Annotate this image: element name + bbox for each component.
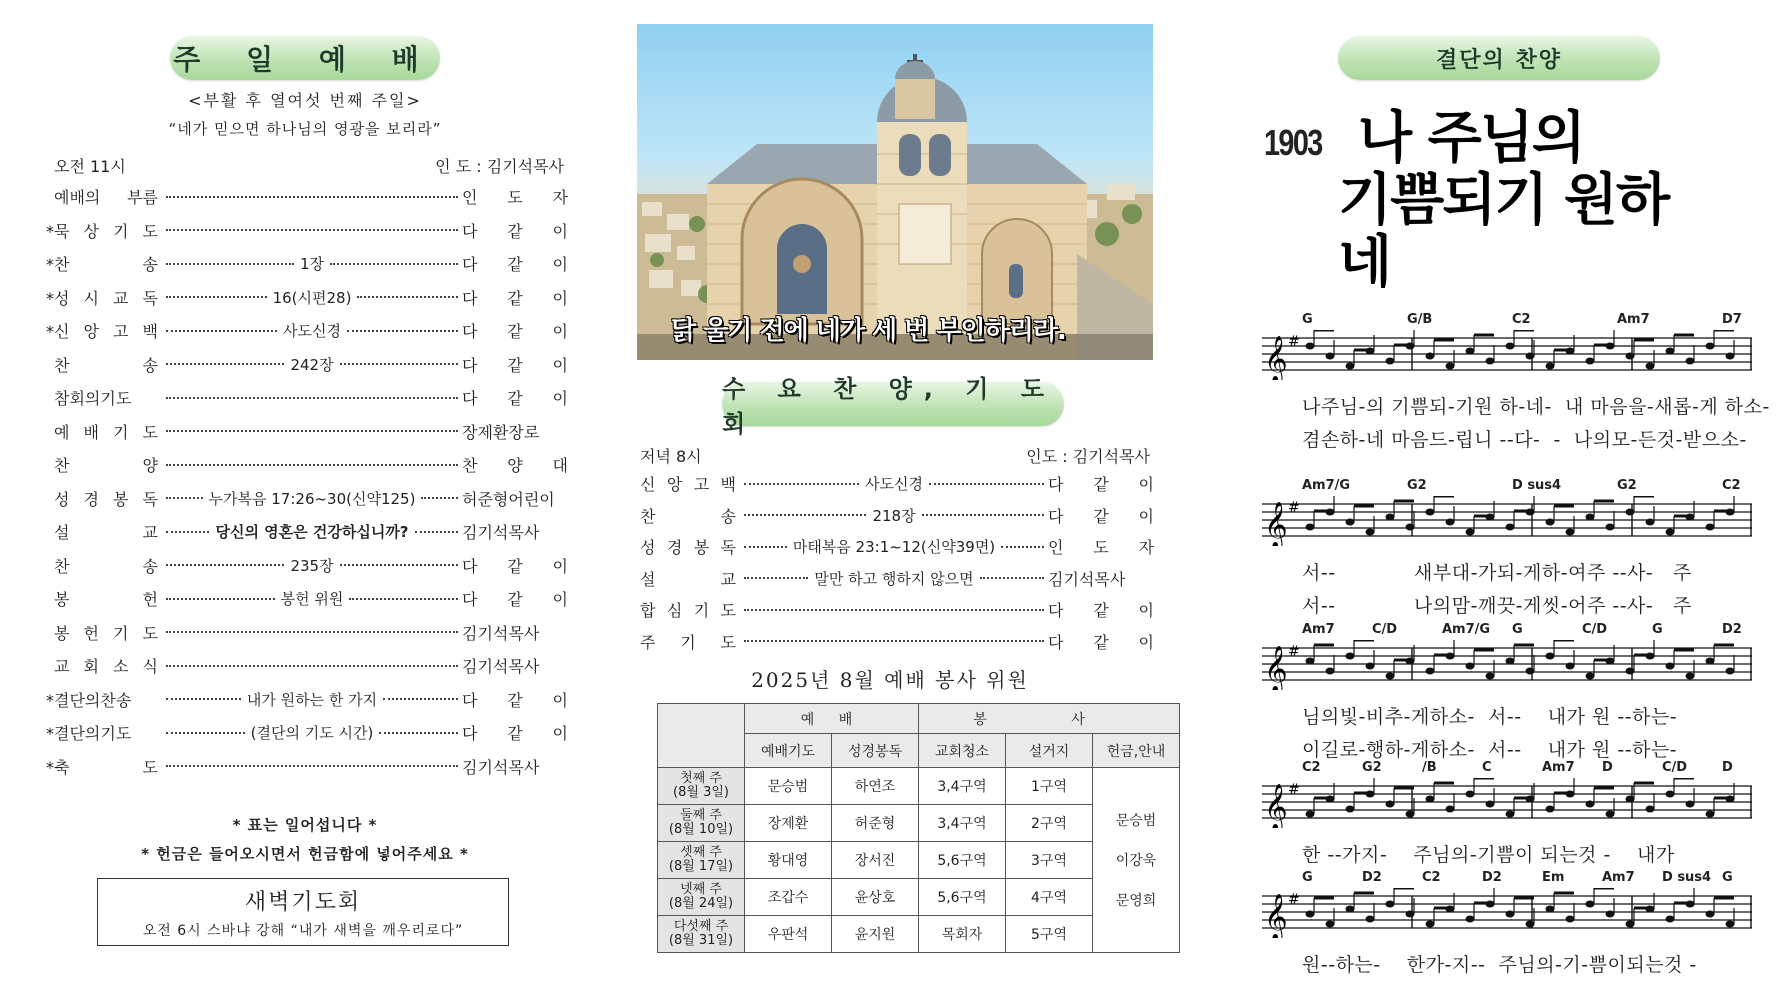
order-row bbox=[640, 468, 1154, 500]
wednesday-leader: 인도 : 김기석목사 bbox=[1026, 447, 1150, 466]
lyric-line: 겸손하-네 마음드-립니 --다- - 나의모-든것-받으소- bbox=[1302, 429, 1747, 451]
duty-cell: 3,4구역 bbox=[919, 805, 1006, 842]
order-item-name bbox=[46, 319, 162, 342]
order-row bbox=[46, 281, 568, 315]
order-item-name bbox=[46, 688, 162, 711]
chord-symbol: C2 bbox=[1422, 870, 1441, 885]
duty-week-label bbox=[658, 805, 745, 842]
chord-symbol: C/D bbox=[1662, 760, 1688, 775]
duty-cell: 2구역 bbox=[1006, 805, 1093, 842]
order-item-label: 참회의기도 bbox=[54, 389, 132, 409]
church-photo bbox=[637, 24, 1153, 360]
order-item-person: 다 같 이 bbox=[462, 288, 568, 308]
chord-symbol: D2 bbox=[1722, 622, 1742, 637]
order-item-name bbox=[640, 567, 740, 590]
order-item-content: 내가 원하는 한 가지 bbox=[246, 690, 378, 709]
order-item-name bbox=[54, 520, 162, 543]
music-staff bbox=[1262, 330, 1752, 380]
standing-mark: * bbox=[46, 724, 54, 744]
order-item-person: 다 같 이 bbox=[1048, 475, 1154, 495]
order-item-content: 16(시편28) bbox=[272, 288, 352, 307]
music-system bbox=[1262, 622, 1752, 762]
svg-text:#: # bbox=[1288, 644, 1300, 660]
duty-row bbox=[658, 768, 1180, 805]
chord-symbol: G bbox=[1722, 870, 1733, 885]
duty-column-header: 예배기도 bbox=[745, 734, 832, 768]
order-leader-dots bbox=[162, 689, 462, 710]
chord-symbol: D sus4 bbox=[1662, 870, 1712, 885]
order-leader-dots bbox=[162, 287, 462, 308]
order-leader-dots bbox=[740, 640, 1048, 642]
music-system bbox=[1262, 760, 1752, 867]
chord-symbol: Am7 bbox=[1617, 312, 1650, 327]
duty-cell: 5,6구역 bbox=[919, 879, 1006, 916]
order-leader-dots bbox=[162, 320, 462, 341]
chord-row bbox=[1262, 622, 1752, 640]
duty-week-label bbox=[658, 842, 745, 879]
chord-symbol: D sus4 bbox=[1512, 478, 1562, 493]
duty-week-date: (8월 3일) bbox=[673, 785, 729, 800]
duty-table-body bbox=[658, 768, 1180, 953]
order-item-label: 신 앙 고 백 bbox=[640, 475, 736, 495]
order-item-content: 말만 하고 행하지 않으면 bbox=[814, 569, 974, 588]
standing-mark: * bbox=[46, 690, 54, 710]
order-item-name bbox=[54, 185, 162, 208]
duty-cell: 하연조 bbox=[832, 768, 919, 805]
order-item-name bbox=[54, 621, 162, 644]
lyric-line: 이길로-행하-게하소- 서-- 내가 원 --하는- bbox=[1302, 739, 1678, 761]
chord-symbol: G/B bbox=[1407, 312, 1433, 327]
sunday-time: 오전 11시 bbox=[54, 157, 126, 176]
order-row bbox=[640, 531, 1154, 563]
chord-row bbox=[1262, 312, 1752, 330]
sunday-subtitle: <부활 후 열여섯 번째 주일> bbox=[188, 91, 422, 110]
order-item-label: 찬 송 bbox=[640, 506, 736, 526]
chord-symbol: G bbox=[1512, 622, 1523, 637]
order-row bbox=[640, 563, 1154, 595]
order-row bbox=[54, 180, 568, 214]
sunday-service-title: 주 일 예 배 bbox=[170, 36, 440, 80]
offering-usher-name: 이강욱 bbox=[1115, 853, 1157, 869]
order-item-person: 다 같 이 bbox=[462, 690, 568, 710]
duty-cell: 장제환 bbox=[745, 805, 832, 842]
order-leader-dots bbox=[740, 505, 1048, 526]
duty-week-date: (8월 24일) bbox=[668, 896, 734, 911]
chord-symbol: Am7/G bbox=[1442, 622, 1491, 637]
order-item-name bbox=[46, 721, 162, 744]
wednesday-service-title: 수 요 찬 양, 기 도 회 bbox=[722, 382, 1064, 426]
svg-text:#: # bbox=[1288, 782, 1300, 798]
order-item-content: 사도신경 bbox=[865, 475, 923, 494]
order-leader-dots bbox=[162, 430, 462, 432]
order-row bbox=[54, 616, 568, 650]
standing-mark: * bbox=[46, 757, 54, 777]
music-system bbox=[1262, 312, 1770, 452]
hymn-section-title: 결단의 찬양 bbox=[1338, 36, 1660, 80]
svg-text:𝄞: 𝄞 bbox=[1264, 646, 1288, 690]
dawn-prayer-box bbox=[97, 878, 509, 946]
duty-column-header: 설거지 bbox=[1006, 734, 1093, 768]
order-item-person: 장제환장로 bbox=[462, 422, 540, 442]
order-leader-dots bbox=[162, 464, 462, 466]
order-item-person: 허준형어린이 bbox=[462, 489, 555, 509]
order-row bbox=[640, 626, 1154, 658]
duty-cell: 목회자 bbox=[919, 916, 1006, 953]
order-item-person: 다 같 이 bbox=[462, 221, 568, 241]
chord-symbol: G bbox=[1652, 622, 1663, 637]
order-leader-dots bbox=[162, 253, 462, 274]
chord-symbol: G2 bbox=[1362, 760, 1382, 775]
standing-mark: * bbox=[46, 322, 54, 342]
chord-symbol: G2 bbox=[1617, 478, 1637, 493]
duty-week-date: (8월 17일) bbox=[668, 859, 734, 874]
sunday-meta bbox=[54, 154, 564, 177]
order-item-name bbox=[46, 252, 162, 275]
order-item-person: 다 같 이 bbox=[1048, 506, 1154, 526]
svg-text:𝄞: 𝄞 bbox=[1264, 894, 1288, 938]
duty-week-name: 첫째 주 bbox=[680, 771, 722, 786]
music-staff bbox=[1262, 778, 1752, 828]
duty-column-header: 헌금,안내 bbox=[1093, 734, 1180, 768]
order-item-label: 결단의기도 bbox=[54, 724, 132, 744]
order-item-content: (결단의 기도 시간) bbox=[250, 724, 374, 743]
order-leader-dots bbox=[162, 196, 462, 198]
order-item-person: 다 같 이 bbox=[462, 355, 568, 375]
offering-usher-cell bbox=[1093, 768, 1180, 953]
order-item-content: 누가복음 17:26~30(신약125) bbox=[208, 489, 416, 508]
order-item-name bbox=[54, 453, 162, 476]
duty-group-service: 봉 사 bbox=[919, 704, 1180, 734]
chord-symbol: C2 bbox=[1512, 312, 1531, 327]
standing-mark: * bbox=[46, 255, 54, 275]
order-item-label: 예 배 기 도 bbox=[54, 422, 158, 442]
order-item-person: 다 같 이 bbox=[462, 255, 568, 275]
duty-roster-title: 2025년 8월 예배 봉사 위원 bbox=[751, 668, 1029, 692]
duty-week-date: (8월 31일) bbox=[668, 933, 734, 948]
order-item-name bbox=[54, 654, 162, 677]
order-item-person: 찬 양 대 bbox=[462, 456, 568, 476]
order-row bbox=[54, 348, 568, 382]
duty-table-corner bbox=[658, 704, 745, 768]
lyric-line: 서-- 나의맘-깨끗-게씻-어주 --사- 주 bbox=[1302, 595, 1692, 617]
order-row bbox=[54, 649, 568, 683]
offering-note: * 헌금은 들어오시면서 헌금함에 넣어주세요 * bbox=[141, 845, 469, 863]
hymn-title-line2: 기쁨되기 원하네 bbox=[1338, 168, 1669, 295]
chord-symbol: C/D bbox=[1372, 622, 1398, 637]
duty-cell: 5,6구역 bbox=[919, 842, 1006, 879]
order-item-person: 다 같 이 bbox=[462, 556, 568, 576]
order-item-name bbox=[640, 504, 740, 527]
order-item-label: 찬 송 bbox=[54, 255, 158, 275]
order-item-name bbox=[54, 386, 162, 409]
standing-mark: * bbox=[46, 288, 54, 308]
duty-cell: 문승범 bbox=[745, 768, 832, 805]
order-item-label: 설 교 bbox=[54, 523, 158, 543]
duty-week-label bbox=[658, 916, 745, 953]
music-system bbox=[1262, 870, 1752, 977]
svg-text:𝄞: 𝄞 bbox=[1264, 502, 1288, 546]
order-leader-dots bbox=[162, 588, 462, 609]
order-leader-dots bbox=[162, 354, 462, 375]
sunday-order-list bbox=[46, 180, 568, 783]
chord-symbol: C bbox=[1482, 760, 1492, 775]
wednesday-time: 저녁 8시 bbox=[640, 447, 702, 466]
order-item-label: 찬 송 bbox=[54, 355, 158, 375]
order-item-label: 교 회 소 식 bbox=[54, 657, 158, 677]
order-item-label: 합 심 기 도 bbox=[640, 601, 736, 621]
chord-symbol: D7 bbox=[1722, 312, 1742, 327]
duty-cell: 윤지원 bbox=[832, 916, 919, 953]
order-item-person: 다 같 이 bbox=[462, 724, 568, 744]
duty-cell: 우판석 bbox=[745, 916, 832, 953]
order-item-label: 설 교 bbox=[640, 569, 736, 589]
offering-usher-name: 문영희 bbox=[1115, 893, 1157, 909]
order-row bbox=[46, 214, 568, 248]
order-item-person: 김기석목사 bbox=[462, 657, 540, 677]
order-leader-dots bbox=[740, 568, 1048, 589]
order-row bbox=[46, 716, 568, 750]
music-system bbox=[1262, 478, 1752, 618]
order-item-person: 다 같 이 bbox=[1048, 632, 1154, 652]
standing-note: * 표는 일어섭니다 * bbox=[232, 816, 378, 834]
order-row bbox=[54, 582, 568, 616]
order-leader-dots bbox=[162, 765, 462, 767]
lyric-line: 한 --가지- 주님의-기쁨이 되는것 - 내가 bbox=[1302, 844, 1675, 866]
chord-symbol: G2 bbox=[1407, 478, 1427, 493]
duty-week-name: 다섯째 주 bbox=[673, 919, 729, 934]
order-item-person: 김기석목사 bbox=[462, 623, 540, 643]
order-item-person: 김기석목사 bbox=[462, 757, 540, 777]
duty-cell: 황대영 bbox=[745, 842, 832, 879]
svg-text:𝄞: 𝄞 bbox=[1264, 784, 1288, 828]
order-item-label: 성 시 교 독 bbox=[54, 288, 158, 308]
order-leader-dots bbox=[162, 397, 462, 399]
duty-cell: 3,4구역 bbox=[919, 768, 1006, 805]
wednesday-meta bbox=[640, 444, 1150, 467]
order-leader-dots bbox=[740, 536, 1048, 557]
photo-caption: 닭 울기 전에 네가 세 번 부인하리라. bbox=[671, 316, 1066, 346]
order-item-name bbox=[640, 472, 740, 495]
music-staff bbox=[1262, 640, 1752, 690]
order-row bbox=[54, 381, 568, 415]
offering-usher-name: 문승범 bbox=[1115, 813, 1157, 829]
order-leader-dots bbox=[162, 488, 462, 509]
order-row bbox=[54, 415, 568, 449]
order-item-person: 다 같 이 bbox=[462, 322, 568, 342]
order-row bbox=[46, 750, 568, 784]
chord-symbol: G bbox=[1302, 312, 1313, 327]
order-leader-dots bbox=[740, 473, 1048, 494]
sunday-theme: “네가 믿으면 하나님의 영광을 보리라” bbox=[168, 120, 442, 138]
chord-symbol: D2 bbox=[1482, 870, 1502, 885]
chord-symbol: Em bbox=[1542, 870, 1565, 885]
order-item-label: 주 기 도 bbox=[640, 632, 736, 652]
order-leader-dots bbox=[162, 521, 462, 542]
order-row bbox=[46, 247, 568, 281]
lyric-line: 님의빛-비추-게하소- 서-- 내가 원 --하는- bbox=[1302, 706, 1678, 728]
chord-symbol: D2 bbox=[1362, 870, 1382, 885]
music-staff bbox=[1262, 496, 1752, 546]
chord-symbol: G bbox=[1302, 870, 1313, 885]
chord-symbol: Am7 bbox=[1542, 760, 1575, 775]
order-item-name bbox=[54, 554, 162, 577]
duty-cell: 윤상호 bbox=[832, 879, 919, 916]
duty-week-label bbox=[658, 879, 745, 916]
duty-column-header: 성경봉독 bbox=[832, 734, 919, 768]
order-row bbox=[46, 314, 568, 348]
order-item-name bbox=[46, 219, 162, 242]
order-item-name bbox=[640, 535, 740, 558]
duty-roster-table bbox=[657, 703, 1180, 953]
duty-week-date: (8월 10일) bbox=[668, 822, 734, 837]
order-leader-dots bbox=[162, 665, 462, 667]
duty-cell: 4구역 bbox=[1006, 879, 1093, 916]
order-item-content: 당신의 영혼은 건강하십니까? bbox=[215, 523, 409, 542]
standing-mark: * bbox=[46, 221, 54, 241]
duty-cell: 5구역 bbox=[1006, 916, 1093, 953]
order-item-person: 인 도 자 bbox=[1048, 538, 1154, 558]
wednesday-order-list bbox=[640, 468, 1154, 657]
chord-symbol: D bbox=[1602, 760, 1613, 775]
duty-week-name: 둘째 주 bbox=[680, 808, 722, 823]
chord-row bbox=[1262, 478, 1752, 496]
chord-symbol: C/D bbox=[1582, 622, 1608, 637]
order-leader-dots bbox=[162, 722, 462, 743]
chord-symbol: Am7 bbox=[1602, 870, 1635, 885]
order-item-label: 결단의찬송 bbox=[54, 690, 132, 710]
order-item-name bbox=[54, 353, 162, 376]
duty-column-header: 교회청소 bbox=[919, 734, 1006, 768]
order-row bbox=[54, 515, 568, 549]
lyric-line: 나주님-의 기쁨되-기원 하-네- 내 마음을-새롭-게 하소- bbox=[1302, 396, 1770, 418]
order-item-label: 봉 헌 bbox=[54, 590, 158, 610]
order-item-label: 예배의 부름 bbox=[54, 188, 158, 208]
duty-week-name: 셋째 주 bbox=[680, 845, 722, 860]
chord-row bbox=[1262, 870, 1752, 888]
lyric-line: 서-- 새부대-가되-게하-여주 --사- 주 bbox=[1302, 562, 1692, 584]
order-item-label: 묵 상 기 도 bbox=[54, 221, 158, 241]
order-item-label: 축 도 bbox=[54, 757, 158, 777]
order-item-name bbox=[54, 487, 162, 510]
hymn-title bbox=[1338, 108, 1718, 294]
order-item-name bbox=[640, 598, 740, 621]
svg-text:#: # bbox=[1288, 892, 1300, 908]
order-leader-dots bbox=[740, 609, 1048, 611]
hymn-title-line1: 나 주님의 bbox=[1358, 106, 1584, 171]
sunday-leader: 인 도 : 김기석목사 bbox=[435, 157, 564, 176]
chord-symbol: C2 bbox=[1302, 760, 1321, 775]
order-item-person: 다 같 이 bbox=[462, 590, 568, 610]
order-item-name bbox=[46, 755, 162, 778]
chord-symbol: C2 bbox=[1722, 478, 1741, 493]
order-item-name bbox=[640, 630, 740, 653]
order-leader-dots bbox=[162, 631, 462, 633]
order-row bbox=[46, 683, 568, 717]
order-row bbox=[54, 549, 568, 583]
dawn-prayer-subtitle: 오전 6시 스바냐 강해 “내가 새벽을 깨우리로다” bbox=[142, 923, 464, 939]
svg-text:#: # bbox=[1288, 500, 1300, 516]
dawn-prayer-title: 새벽기도회 bbox=[244, 890, 362, 915]
duty-cell: 조갑수 bbox=[745, 879, 832, 916]
order-item-content: 242장 bbox=[290, 355, 334, 374]
chord-symbol: Am7 bbox=[1302, 622, 1335, 637]
duty-week-name: 넷째 주 bbox=[680, 882, 722, 897]
order-leader-dots bbox=[162, 229, 462, 231]
order-leader-dots bbox=[162, 555, 462, 576]
duty-group-worship: 예 배 bbox=[745, 704, 919, 734]
order-item-label: 찬 양 bbox=[54, 456, 158, 476]
order-item-person: 다 같 이 bbox=[1048, 601, 1154, 621]
order-item-content: 마태복음 23:1~12(신약39면) bbox=[792, 538, 996, 557]
order-item-content: 235장 bbox=[290, 556, 334, 575]
order-item-person: 다 같 이 bbox=[462, 389, 568, 409]
duty-cell: 장서진 bbox=[832, 842, 919, 879]
hymn-number: 1903 bbox=[1264, 122, 1322, 163]
order-item-content: 1장 bbox=[299, 255, 325, 274]
order-item-content: 사도신경 bbox=[283, 322, 341, 341]
duty-cell: 허준형 bbox=[832, 805, 919, 842]
duty-cell: 1구역 bbox=[1006, 768, 1093, 805]
order-item-label: 성 경 봉 독 bbox=[640, 538, 736, 558]
order-row bbox=[640, 500, 1154, 532]
duty-week-label bbox=[658, 768, 745, 805]
order-item-name bbox=[54, 420, 162, 443]
order-item-label: 봉 헌 기 도 bbox=[54, 623, 158, 643]
order-item-label: 신 앙 고 백 bbox=[54, 322, 158, 342]
chord-row bbox=[1262, 760, 1752, 778]
order-row bbox=[54, 448, 568, 482]
duty-cell: 3구역 bbox=[1006, 842, 1093, 879]
svg-text:𝄞: 𝄞 bbox=[1264, 336, 1288, 380]
lyric-line: 원--하는- 한가-지-- 주님의-기-쁨이되는것 - bbox=[1302, 954, 1697, 976]
order-item-name bbox=[46, 286, 162, 309]
order-item-person: 김기석목사 bbox=[1048, 569, 1126, 589]
music-staff bbox=[1262, 888, 1752, 938]
order-item-person: 인 도 자 bbox=[462, 188, 568, 208]
order-item-name bbox=[54, 587, 162, 610]
order-row bbox=[54, 482, 568, 516]
order-item-person: 김기석목사 bbox=[462, 523, 540, 543]
order-row bbox=[640, 594, 1154, 626]
chord-symbol: /B bbox=[1422, 760, 1437, 775]
order-item-content: 218장 bbox=[872, 506, 916, 525]
order-item-label: 성 경 봉 독 bbox=[54, 489, 158, 509]
order-item-content: 봉헌 위원 bbox=[280, 590, 344, 609]
order-item-label: 찬 송 bbox=[54, 556, 158, 576]
svg-text:#: # bbox=[1288, 334, 1300, 350]
chord-symbol: D bbox=[1722, 760, 1733, 775]
chord-symbol: Am7/G bbox=[1302, 478, 1351, 493]
